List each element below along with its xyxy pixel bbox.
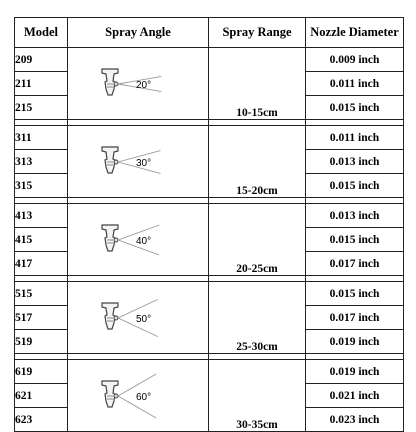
- nozzle-diameter-cell: 0.015 inch: [306, 228, 404, 252]
- table-row: [15, 204, 404, 228]
- table-row: [15, 126, 404, 150]
- spray-nozzle-icon: [68, 371, 208, 421]
- table-row: [15, 282, 404, 306]
- spray-angle-cell: [68, 126, 209, 198]
- model-cell: 209: [15, 48, 68, 72]
- table-row: [15, 360, 404, 384]
- model-cell: 623: [15, 408, 68, 432]
- spray-range-cell: 10-15cm: [209, 48, 306, 120]
- nozzle-spec-sheet: [14, 17, 403, 431]
- model-cell: 417: [15, 252, 68, 276]
- nozzle-diameter-cell: 0.017 inch: [306, 306, 404, 330]
- nozzle-diameter-cell: 0.017 inch: [306, 252, 404, 276]
- spray-nozzle-icon: [68, 215, 208, 265]
- header-row: [15, 18, 404, 48]
- spray-range-cell: 25-30cm: [209, 282, 306, 354]
- model-cell: 315: [15, 174, 68, 198]
- model-cell: 619: [15, 360, 68, 384]
- model-cell: 517: [15, 306, 68, 330]
- nozzle-diameter-cell: 0.015 inch: [306, 174, 404, 198]
- nozzle-diameter-cell: 0.011 inch: [306, 126, 404, 150]
- model-cell: 621: [15, 384, 68, 408]
- spray-nozzle-icon: [68, 137, 208, 187]
- nozzle-diameter-cell: 0.013 inch: [306, 150, 404, 174]
- model-cell: 215: [15, 96, 68, 120]
- nozzle-diameter-cell: 0.009 inch: [306, 48, 404, 72]
- table-body: [15, 48, 404, 432]
- table-row: [15, 48, 404, 72]
- model-cell: 313: [15, 150, 68, 174]
- nozzle-diameter-cell: 0.015 inch: [306, 96, 404, 120]
- spray-angle-cell: [68, 282, 209, 354]
- nozzle-diameter-cell: 0.011 inch: [306, 72, 404, 96]
- model-cell: 519: [15, 330, 68, 354]
- spray-angle-label: 40°: [136, 235, 152, 247]
- header-nozzle-diameter: Nozzle Diameter: [306, 18, 404, 48]
- spray-angle-label: 20°: [136, 79, 152, 91]
- model-cell: 211: [15, 72, 68, 96]
- spray-angle-cell: [68, 48, 209, 120]
- spray-angle-cell: [68, 360, 209, 432]
- model-cell: 515: [15, 282, 68, 306]
- spray-range-cell: 30-35cm: [209, 360, 306, 432]
- spray-angle-cell: [68, 204, 209, 276]
- header-model: Model: [15, 18, 68, 48]
- nozzle-diameter-cell: 0.021 inch: [306, 384, 404, 408]
- nozzle-diameter-cell: 0.023 inch: [306, 408, 404, 432]
- model-cell: 413: [15, 204, 68, 228]
- model-cell: 311: [15, 126, 68, 150]
- nozzle-spec-table: [14, 17, 404, 432]
- spray-angle-label: 30°: [136, 157, 152, 169]
- spray-angle-label: 50°: [136, 313, 152, 325]
- spray-nozzle-icon: [68, 293, 208, 343]
- spray-angle-label: 60°: [136, 391, 152, 403]
- spray-range-cell: 20-25cm: [209, 204, 306, 276]
- nozzle-diameter-cell: 0.015 inch: [306, 282, 404, 306]
- header-spray-angle: Spray Angle: [68, 18, 209, 48]
- header-spray-range: Spray Range: [209, 18, 306, 48]
- nozzle-diameter-cell: 0.019 inch: [306, 360, 404, 384]
- nozzle-diameter-cell: 0.019 inch: [306, 330, 404, 354]
- model-cell: 415: [15, 228, 68, 252]
- spray-nozzle-icon: [68, 59, 208, 109]
- nozzle-diameter-cell: 0.013 inch: [306, 204, 404, 228]
- spray-range-cell: 15-20cm: [209, 126, 306, 198]
